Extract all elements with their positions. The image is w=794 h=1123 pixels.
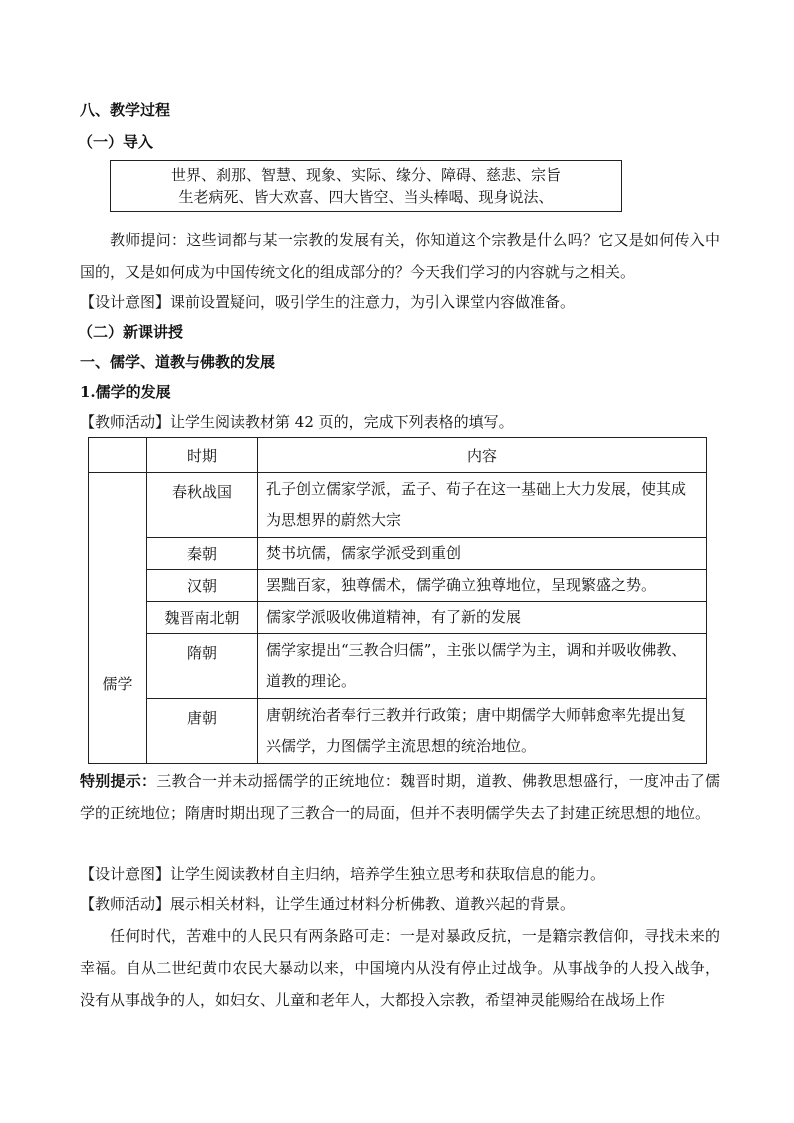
special-tip-label: 特别提示：: [80, 772, 157, 790]
design-intent-1: 【设计意图】课前设置疑问，吸引学生的注意力，为引入课堂内容做准备。: [80, 293, 576, 311]
teacher-activity-2: 【教师活动】展示相关材料，让学生通过材料分析佛教、道教兴起的背景。: [80, 895, 576, 913]
design-intent-2: 【设计意图】让学生阅读教材自主归纳，培养学生独立思考和获取信息的能力。: [80, 865, 606, 883]
table-school-cell: 儒学: [89, 473, 147, 764]
heading-section-1: 一、儒学、道教与佛教的发展: [80, 353, 276, 371]
teacher-activity-1: 【教师活动】让学生阅读教材第 42 页的，完成下列表格的填写。: [80, 413, 514, 431]
heading-teaching-process: 八、教学过程: [80, 101, 171, 119]
table-header-content: 内容: [258, 438, 707, 473]
table-period-cell: 隋朝: [147, 634, 258, 699]
heading-introduction: （一）导入: [78, 133, 154, 151]
table-content-cell: 孔子创立儒家学派，孟子、荀子在这一基础上大力发展，使其成为思想界的蔚然大宗: [258, 473, 707, 538]
table-content-cell: 儒学家提出“三教合归儒”，主张以儒学为主，调和并吸收佛教、道教的理论。: [258, 634, 707, 699]
table-period-cell: 汉朝: [147, 570, 258, 602]
table-content-cell: 焚书坑儒，儒家学派受到重创: [258, 538, 707, 570]
table-period-cell: 春秋战国: [147, 473, 258, 538]
table-header-row: [89, 438, 707, 473]
table-header-period: 时期: [147, 438, 258, 473]
table-content-cell: 儒家学派吸收佛道精神，有了新的发展: [258, 602, 707, 634]
table-row: [89, 602, 707, 634]
vocabulary-box: [110, 160, 622, 212]
table-content-cell: 唐朝统治者奉行三教并行政策；唐中期儒学大师韩愈率先提出复兴儒学，力图儒学主流思想的统治地位。: [258, 699, 707, 764]
special-tip-text: 三教合一并未动摇儒学的正统地位：魏晋时期，道教、佛教思想盛行，一度冲击了儒学的正统地位；隋唐时期出现了三教合一的局面，但并不表明儒学失去了封建正统思想的地位。: [80, 772, 720, 822]
table-period-cell: 魏晋南北朝: [147, 602, 258, 634]
table-period-cell: 唐朝: [147, 699, 258, 764]
table-row: [89, 473, 707, 538]
table-row: [89, 699, 707, 764]
table-header-blank: [89, 438, 147, 473]
table-row: [89, 570, 707, 602]
confucianism-table: [88, 437, 707, 764]
table-period-cell: 秦朝: [147, 538, 258, 570]
teacher-question-paragraph: 教师提问：这些词都与某一宗教的发展有关，你知道这个宗教是什么吗？它又是如何传入中国的，又是如何成为中国传统文化的组成部分的？今天我们学习的内容就与之相关。: [80, 231, 720, 281]
heading-confucianism-development: 1.儒学的发展: [80, 383, 171, 401]
vocabulary-line-1: 世界、刹那、智慧、现象、实际、缘分、障碍、慈悲、宗旨: [170, 166, 561, 184]
table-row: [89, 634, 707, 699]
material-paragraph: 任何时代，苦难中的人民只有两条路可走：一是对暴政反抗，一是籍宗教信仰，寻找未来的幸福。自从二世纪黄巾农民大暴动以来，中国境内从没有停止过战争。从事战争的人投入战争，没有从事战争的人，如妇女、儿童和老年人，大都投入宗教，希望神灵能赐给在战场上作: [80, 927, 720, 1009]
special-tip-paragraph: [80, 765, 720, 829]
table-row: [89, 538, 707, 570]
vocabulary-line-2: 生老病死、皆大欢喜、四大皆空、当头棒喝、现身说法、: [178, 188, 554, 206]
table-content-cell: 罢黜百家，独尊儒术，儒学确立独尊地位，呈现繁盛之势。: [258, 570, 707, 602]
heading-new-lesson: （二）新课讲授: [78, 323, 184, 341]
